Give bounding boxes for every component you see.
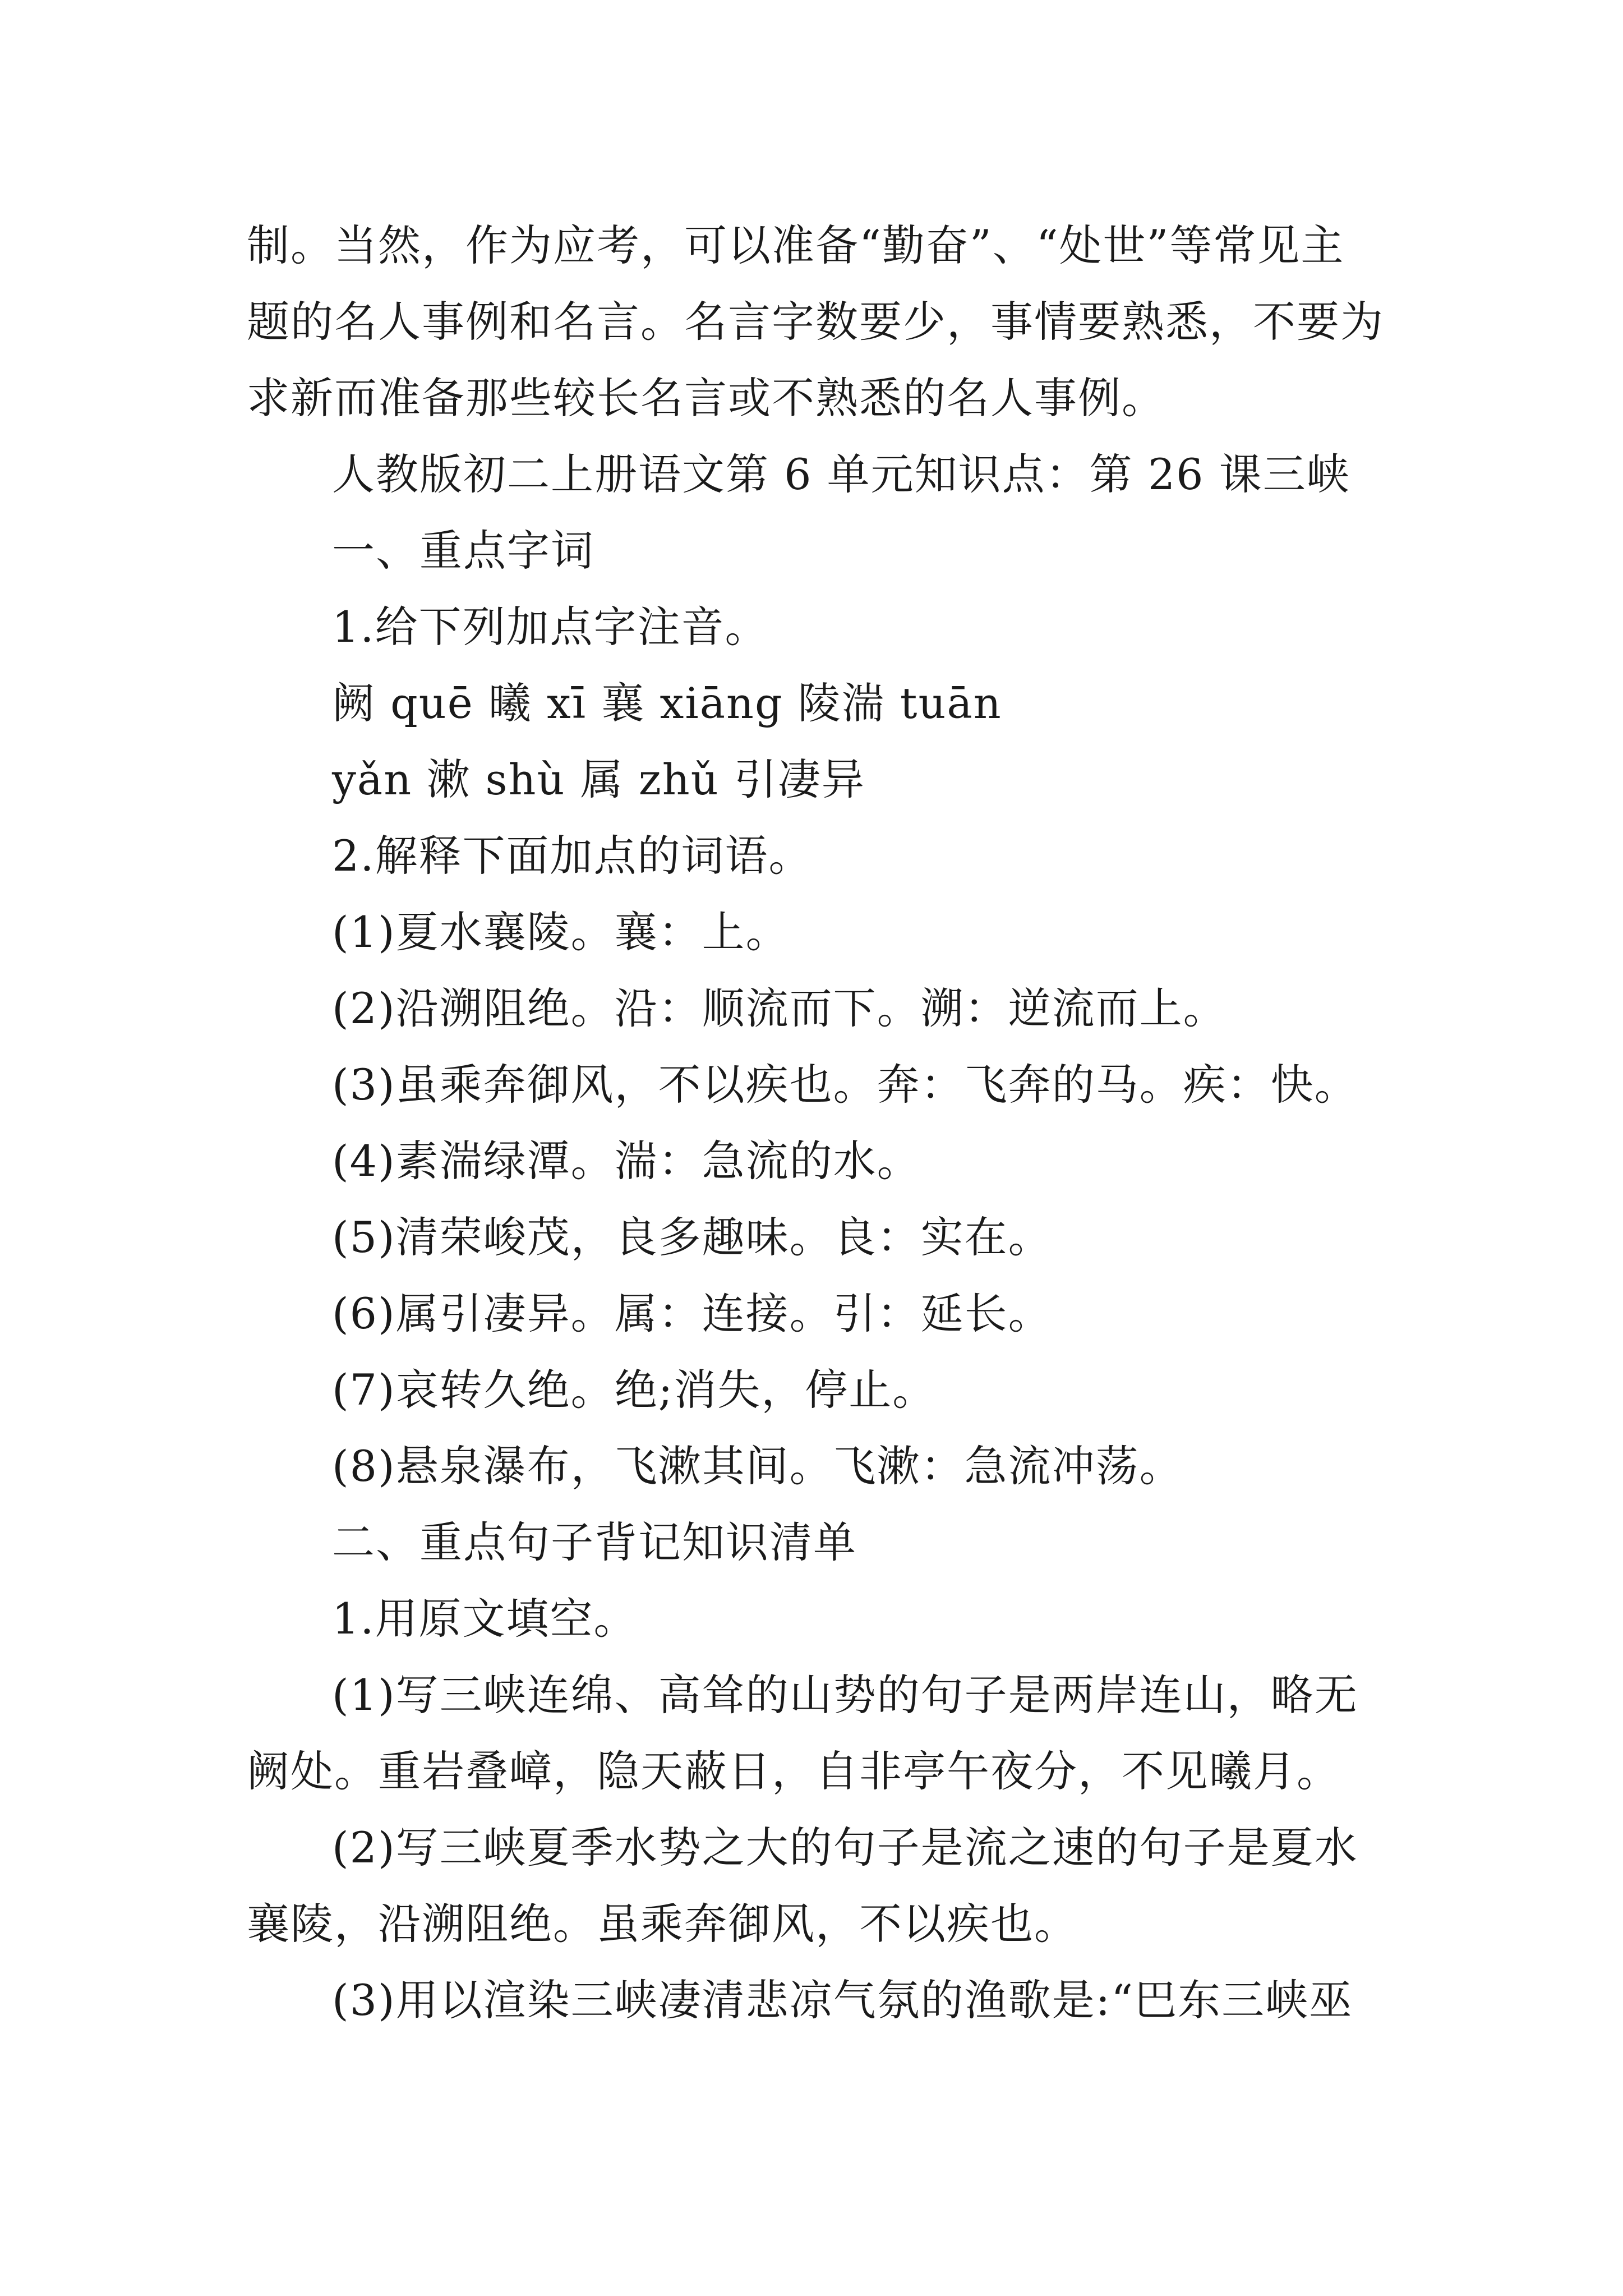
list-item: (7)哀转久绝。绝;消失，停止。: [332, 1365, 937, 1415]
list-item: (2)沿溯阻绝。沿：顺流而下。溯：逆流而上。: [332, 983, 1227, 1033]
list-item: (5)清荣峻茂，良多趣味。良：实在。: [332, 1212, 1052, 1262]
pinyin-line: yǎn 漱 shù 属 zhǔ 引凄异: [332, 754, 865, 804]
list-item: (2)写三峡夏季水势之大的句子是流之速的句子是夏水: [332, 1823, 1358, 1872]
list-item: (3)虽乘奔御风，不以疾也。奔：飞奔的马。疾：快。: [332, 1060, 1358, 1110]
paragraph-line: 求新而准备那些较长名言或不熟悉的名人事例。: [247, 373, 1165, 423]
paragraph-line: 襄陵，沿溯阻绝。虽乘奔御风，不以疾也。: [247, 1899, 1078, 1949]
list-item: (1)夏水襄陵。襄：上。: [332, 907, 790, 957]
document-body: [247, 208, 1391, 2039]
lesson-title: 人教版初二上册语文第 6 单元知识点：第 26 课三峡: [332, 449, 1350, 499]
question-line: 1.用原文填空。: [332, 1594, 638, 1644]
list-item: (3)用以渲染三峡凄清悲凉气氛的渔歌是:“巴东三峡巫: [332, 1975, 1353, 2025]
list-item: (8)悬泉瀑布，飞漱其间。飞漱：急流冲荡。: [332, 1441, 1183, 1491]
list-item: (1)写三峡连绵、高耸的山势的句子是两岸连山，略无: [332, 1670, 1358, 1720]
list-item: (6)属引凄异。属：连接。引：延长。: [332, 1289, 1052, 1338]
paragraph-line: 制。当然，作为应考，可以准备“勤奋”、“处世”等常见主: [247, 220, 1345, 270]
question-line: 1.给下列加点字注音。: [332, 602, 769, 652]
pinyin-line: 阙 quē 曦 xī 襄 xiāng 陵湍 tuān: [332, 678, 1002, 728]
paragraph-line: 题的名人事例和名言。名言字数要少，事情要熟悉，不要为: [247, 297, 1384, 347]
question-line: 2.解释下面加点的词语。: [332, 831, 813, 881]
section-heading: 二、重点句子背记知识清单: [332, 1517, 857, 1567]
section-heading: 一、重点字词: [332, 526, 594, 576]
paragraph-line: 阙处。重岩叠嶂，隐天蔽日，自非亭午夜分，不见曦月。: [247, 1746, 1340, 1796]
list-item: (4)素湍绿潭。湍：急流的水。: [332, 1136, 921, 1186]
